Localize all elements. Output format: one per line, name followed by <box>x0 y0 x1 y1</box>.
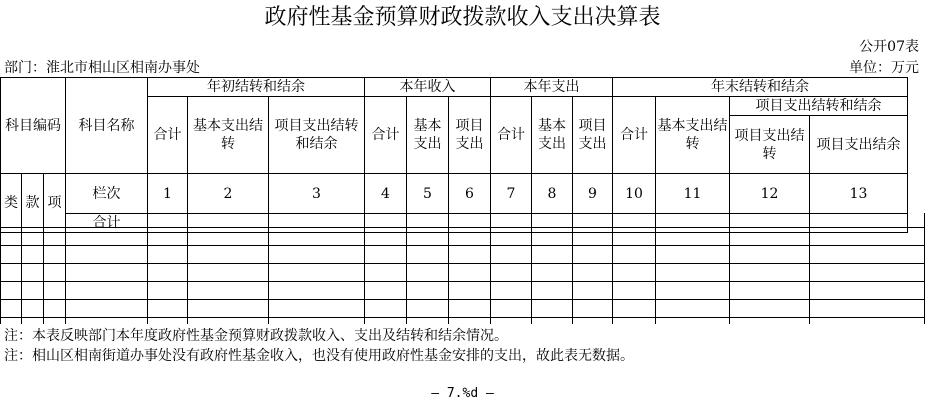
col-number: 5 <box>407 174 449 214</box>
header-end-total: 合计 <box>613 97 656 174</box>
header-group-expense: 本年支出 <box>491 78 613 97</box>
header-end-project-balance: 项目支出结余 <box>810 116 908 174</box>
header-subject-name: 科目名称 <box>66 78 148 174</box>
header-kuan: 款 <box>22 174 44 233</box>
header-end-project-group: 项目支出结转和结余 <box>730 97 908 116</box>
col-seq-label: 栏次 <box>66 174 148 214</box>
col-number: 12 <box>730 174 810 214</box>
header-group-income: 本年收入 <box>365 78 491 97</box>
col-number: 2 <box>188 174 269 214</box>
header-expense-project: 项目支出 <box>573 97 613 174</box>
header-group-end: 年末结转和结余 <box>613 78 908 97</box>
header-begin-basic-carry: 基本支出结转 <box>188 97 269 174</box>
header-begin-total: 合计 <box>148 97 188 174</box>
col-number: 9 <box>573 174 613 214</box>
col-number: 10 <box>613 174 656 214</box>
col-number: 1 <box>148 174 188 214</box>
note-line: 注：相山区相南街道办事处没有政府性基金收入，也没有使用政府性基金安排的支出，故此表无数据。 <box>4 348 634 364</box>
col-number: 3 <box>269 174 365 214</box>
header-expense-basic: 基本支出 <box>532 97 573 174</box>
note-line: 注：本表反映部门本年度政府性基金预算财政拨款收入、支出及结转和结余情况。 <box>4 328 508 344</box>
department-label: 部门：淮北市相山区相南办事处 <box>4 60 200 76</box>
header-end-basic-carry: 基本支出结转 <box>656 97 730 174</box>
header-lei: 类 <box>1 174 22 233</box>
col-number: 6 <box>449 174 491 214</box>
page-number: — 7.%d — <box>431 386 494 401</box>
col-number: 7 <box>491 174 532 214</box>
unit-label: 单位：万元 <box>849 60 919 76</box>
col-number: 13 <box>810 174 908 214</box>
budget-table <box>0 77 908 233</box>
form-number: 公开07表 <box>859 39 919 55</box>
header-subject-code: 科目编码 <box>1 78 66 174</box>
header-income-project: 项目支出 <box>449 97 491 174</box>
total-row-label: 合计 <box>66 214 148 233</box>
header-expense-total: 合计 <box>491 97 532 174</box>
header-income-basic: 基本支出 <box>407 97 449 174</box>
header-begin-project-carry-balance: 项目支出结转和结余 <box>269 97 365 174</box>
col-number: 11 <box>656 174 730 214</box>
header-end-project-carry: 项目支出结转 <box>730 116 810 174</box>
col-number: 8 <box>532 174 573 214</box>
header-group-begin: 年初结转和结余 <box>148 78 365 97</box>
page-title: 政府性基金预算财政拨款收入支出决算表 <box>264 5 661 30</box>
header-xiang: 项 <box>44 174 66 233</box>
col-number: 4 <box>365 174 407 214</box>
header-income-total: 合计 <box>365 97 407 174</box>
